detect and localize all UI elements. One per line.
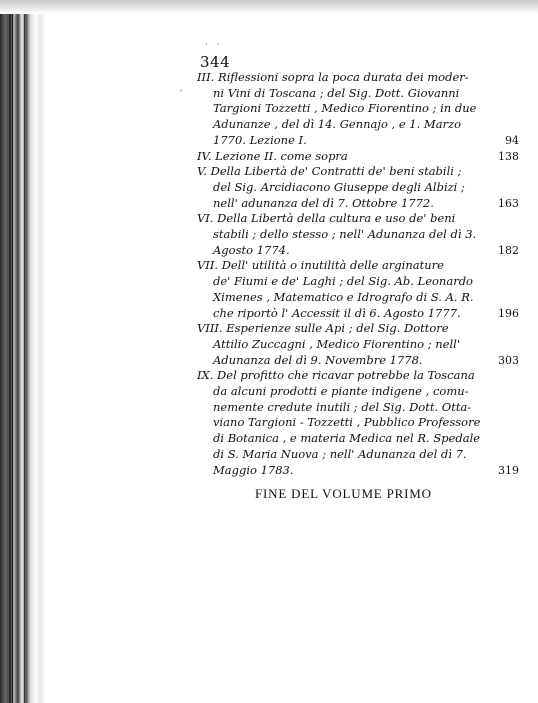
toc-entry-line: Adunanze , del dì 14. Gennajo , e 1. Marzo — [213, 117, 462, 132]
toc-entry-title: VI. Della Libertà della cultura e uso de' beni — [197, 211, 456, 226]
toc-page-number: 94 — [505, 133, 519, 147]
toc-entry-line: stabili ; dello stesso ; nell' Adunanza del dì 3. — [213, 227, 477, 242]
toc-entry-line: ni Vini di Toscana ; del Sig. Dott. Giovanni — [213, 85, 460, 100]
toc-entry-line: Targioni Tozzetti , Medico Fiorentino ; in due — [213, 101, 477, 116]
toc-entry-line: Maggio 1783. — [213, 462, 294, 477]
toc-entry-line: che riportò l' Accessit il dì 6. Agosto 1777. — [213, 305, 461, 320]
toc-page-number: 319 — [498, 463, 519, 477]
toc-entry-line: viano Targioni - Tozzetti , Pubblico Professore — [213, 415, 481, 430]
toc-entry-title: VIII. Esperienze sulle Api ; del Sig. Dottore — [197, 321, 449, 336]
toc-entry-line: di Botanica , e materia Medica nel R. Spedale — [213, 431, 481, 446]
toc-entry-line: Ximenes , Matematico e Idrografo di S. A. R. — [213, 289, 474, 304]
toc-page-number: 182 — [498, 243, 519, 257]
toc-page-number: 163 — [498, 196, 519, 210]
binding-streak — [3, 0, 4, 703]
toc-page-number: 196 — [498, 306, 519, 320]
binding-edge — [0, 0, 60, 703]
binding-streak — [24, 0, 25, 703]
toc-entry-title: V. Della Libertà de' Contratti de' beni stabili ; — [197, 164, 462, 179]
toc-entry — [197, 149, 519, 165]
toc-entry-line: nemente credute inutili ; del Sig. Dott. Otta- — [213, 399, 472, 414]
toc-entry — [197, 211, 519, 258]
toc-entry — [197, 321, 519, 368]
toc-entry-line: Agosto 1774. — [213, 242, 290, 257]
toc-entry — [197, 164, 519, 211]
binding-streak — [8, 0, 9, 703]
toc-page-number: 303 — [498, 353, 519, 367]
toc-entry-title: IX. Del profitto che ricavar potrebbe la Toscana — [197, 368, 475, 383]
toc-entry-title: IV. Lezione II. come sopra — [197, 148, 348, 163]
toc-entry-title: VII. Dell' utilità o inutilità delle arginature — [197, 258, 444, 273]
toc-entry-title: III. Riflessioni sopra la poca durata dei moder- — [197, 70, 469, 84]
toc-page-number: 138 — [498, 149, 519, 163]
toc-entry-line: nell' adunanza del dì 7. Ottobre 1772. — [213, 195, 434, 210]
binding-streak — [19, 0, 20, 703]
top-page-edge — [0, 0, 538, 14]
toc-entry-line: Adunanza del dì 9. Novembre 1778. — [213, 352, 423, 367]
table-of-contents — [197, 70, 519, 478]
page-number: 344 — [200, 53, 231, 71]
toc-entry-line: Attilio Zuccagni , Medico Fiorentino ; nell' — [213, 336, 460, 351]
toc-entry-line: del Sig. Arcidiacono Giuseppe degli Albizi ; — [213, 179, 465, 194]
toc-entry-line: de' Fiumi e de' Laghi ; del Sig. Ab. Leonardo — [213, 274, 473, 289]
printer-marks: · · — [205, 40, 223, 50]
toc-entry — [197, 70, 519, 149]
end-of-volume-title: FINE DEL VOLUME PRIMO — [255, 486, 432, 501]
toc-entry — [197, 368, 519, 478]
toc-entry-line: 1770. Lezione I. — [213, 132, 307, 147]
toc-entry-line: da alcuni prodotti e piante indigene , comu- — [213, 384, 469, 399]
binding-streak — [12, 0, 13, 703]
toc-entry — [197, 258, 519, 321]
ink-mark: ´ — [178, 90, 183, 101]
toc-entry-line: di S. Maria Nuova ; nell' Adunanza del dì 7. — [213, 446, 467, 461]
